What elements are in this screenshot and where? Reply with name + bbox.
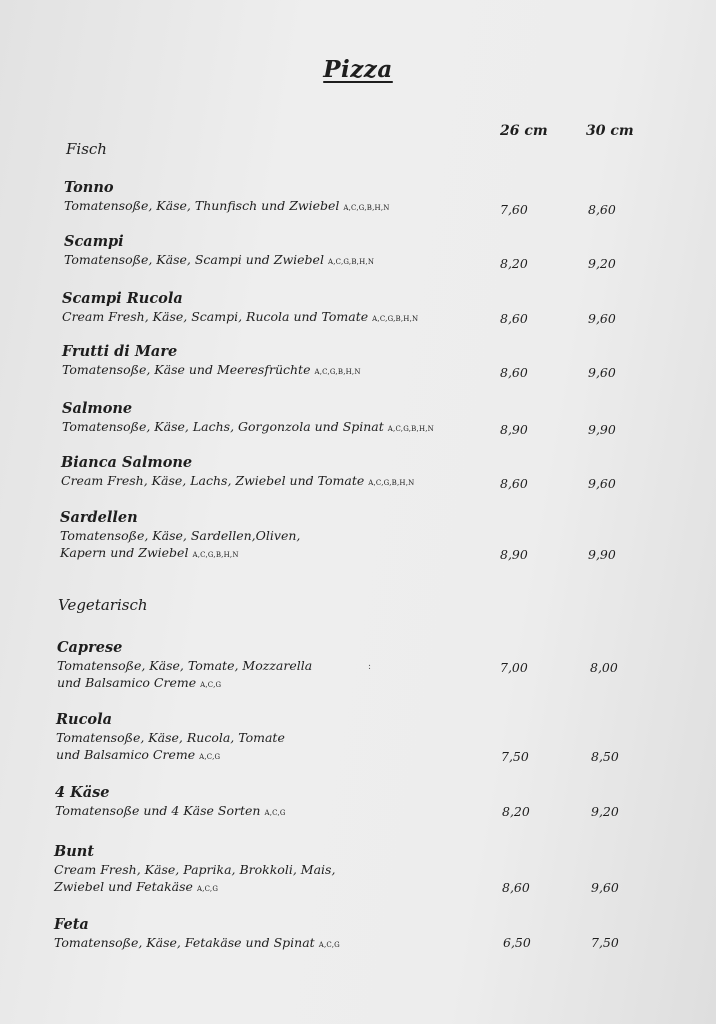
price-30: 7,50	[591, 935, 619, 950]
allergen-codes: A,C,G	[200, 681, 222, 689]
price-26: 7,50	[501, 749, 529, 764]
allergen-codes: A,C,G	[264, 809, 286, 817]
price-30: 9,20	[591, 804, 619, 819]
menu-item-tonno	[64, 178, 716, 217]
price-26: 8,90	[500, 422, 528, 437]
allergen-codes: A,C,G	[196, 885, 219, 893]
item-description-line: Kapern und Zwiebel	[60, 545, 189, 560]
item-description-line: Zwiebel und Fetakäse	[54, 879, 193, 894]
price-26: 8,60	[500, 476, 528, 491]
item-name: 4 Käse	[55, 784, 110, 801]
item-name: Scampi Rucola	[62, 290, 183, 307]
item-name: Sardellen	[60, 509, 138, 526]
price-30: 9,90	[588, 422, 616, 437]
item-description-line: Tomatensoße, Käse, Sardellen,Oliven,	[60, 528, 301, 543]
item-description-line: Tomatensoße, Käse, Tomate, Mozzarella	[57, 658, 313, 673]
item-name: Caprese	[57, 639, 123, 656]
menu-item-salmone	[62, 399, 716, 438]
item-name: Feta	[54, 916, 89, 933]
item-description	[62, 418, 716, 438]
page-title: Pizza	[323, 56, 393, 83]
item-name: Scampi	[64, 233, 124, 250]
item-description-line: Tomatensoße und 4 Käse Sorten	[55, 803, 261, 818]
item-description-line: Cream Fresh, Käse, Paprika, Brokkoli, Mais,	[54, 862, 336, 877]
size-header-26: 26 cm	[500, 123, 548, 139]
allergen-codes: A,C,G,B,H,N	[343, 204, 390, 212]
item-name: Tonno	[64, 179, 114, 196]
price-26: 8,90	[500, 547, 528, 562]
item-description	[61, 472, 716, 492]
allergen-codes: A,C,G,B,H,N	[314, 368, 361, 376]
allergen-codes: A,C,G,B,H,N	[368, 479, 415, 487]
item-description-line: und Balsamico Creme	[57, 675, 197, 690]
menu-item-scampi	[64, 232, 716, 271]
price-26: 6,50	[503, 935, 531, 950]
price-30: 9,90	[588, 547, 616, 562]
item-description-line: Tomatensoße, Käse, Fetakäse und Spinat	[54, 935, 315, 950]
price-30: 8,50	[591, 749, 619, 764]
menu-item-scampi-rucola	[62, 289, 716, 328]
price-26: 8,60	[500, 365, 528, 380]
stray-mark: :	[368, 662, 372, 672]
item-name: Frutti di Mare	[62, 343, 178, 360]
menu-item-sardellen	[60, 508, 716, 564]
item-description-line: Cream Fresh, Käse, Lachs, Zwiebel und Tomate	[61, 473, 365, 488]
item-description-line: Tomatensoße, Käse, Scampi und Zwiebel	[64, 252, 324, 267]
allergen-codes: A,C,G,B,H,N	[387, 425, 434, 433]
section-heading-fisch: Fisch	[66, 140, 107, 158]
item-name: Bianca Salmone	[61, 454, 193, 471]
price-30: 9,20	[588, 256, 616, 271]
item-name: Salmone	[62, 400, 133, 417]
size-header-30: 30 cm	[586, 123, 634, 139]
price-26: 8,20	[502, 804, 530, 819]
item-description-line: und Balsamico Creme	[56, 747, 196, 762]
price-30: 9,60	[588, 476, 616, 491]
menu-item-frutti-di-mare	[62, 342, 716, 381]
item-description	[64, 197, 716, 217]
price-26: 8,60	[502, 880, 530, 895]
item-description-line: Tomatensoße, Käse, Rucola, Tomate	[56, 730, 285, 745]
section-heading-vegetarisch: Vegetarisch	[58, 596, 148, 614]
allergen-codes: A,C,G,B,H,N	[327, 258, 375, 266]
item-description	[57, 674, 716, 694]
price-26: 7,60	[500, 202, 528, 217]
item-description-line: Tomatensoße, Käse, Thunfisch und Zwiebel	[64, 198, 340, 213]
allergen-codes: A,C,G,B,H,N	[192, 551, 239, 559]
price-26: 8,20	[500, 256, 528, 271]
item-name: Bunt	[54, 843, 95, 860]
price-26: 7,00	[500, 660, 528, 675]
price-26: 8,60	[500, 311, 528, 326]
allergen-codes: A,C,G	[318, 941, 340, 949]
item-description-line: Cream Fresh, Käse, Scampi, Rucola und Tomate	[62, 309, 369, 324]
item-name: Rucola	[56, 711, 112, 728]
item-description	[64, 251, 716, 271]
allergen-codes: A,C,G	[199, 753, 221, 761]
menu-item-bianca-salmone	[61, 453, 716, 492]
item-description-line: Tomatensoße, Käse und Meeresfrüchte	[62, 362, 311, 377]
item-description	[62, 361, 716, 381]
price-30: 8,60	[588, 202, 616, 217]
item-description-line: Tomatensoße, Käse, Lachs, Gorgonzola und Spinat	[62, 419, 384, 434]
price-30: 9,60	[588, 365, 616, 380]
price-30: 8,00	[590, 660, 618, 675]
item-description	[62, 308, 716, 328]
price-30: 9,60	[591, 880, 619, 895]
allergen-codes: A,C,G,B,H,N	[372, 315, 419, 323]
price-30: 9,60	[588, 311, 616, 326]
item-description	[60, 544, 716, 564]
